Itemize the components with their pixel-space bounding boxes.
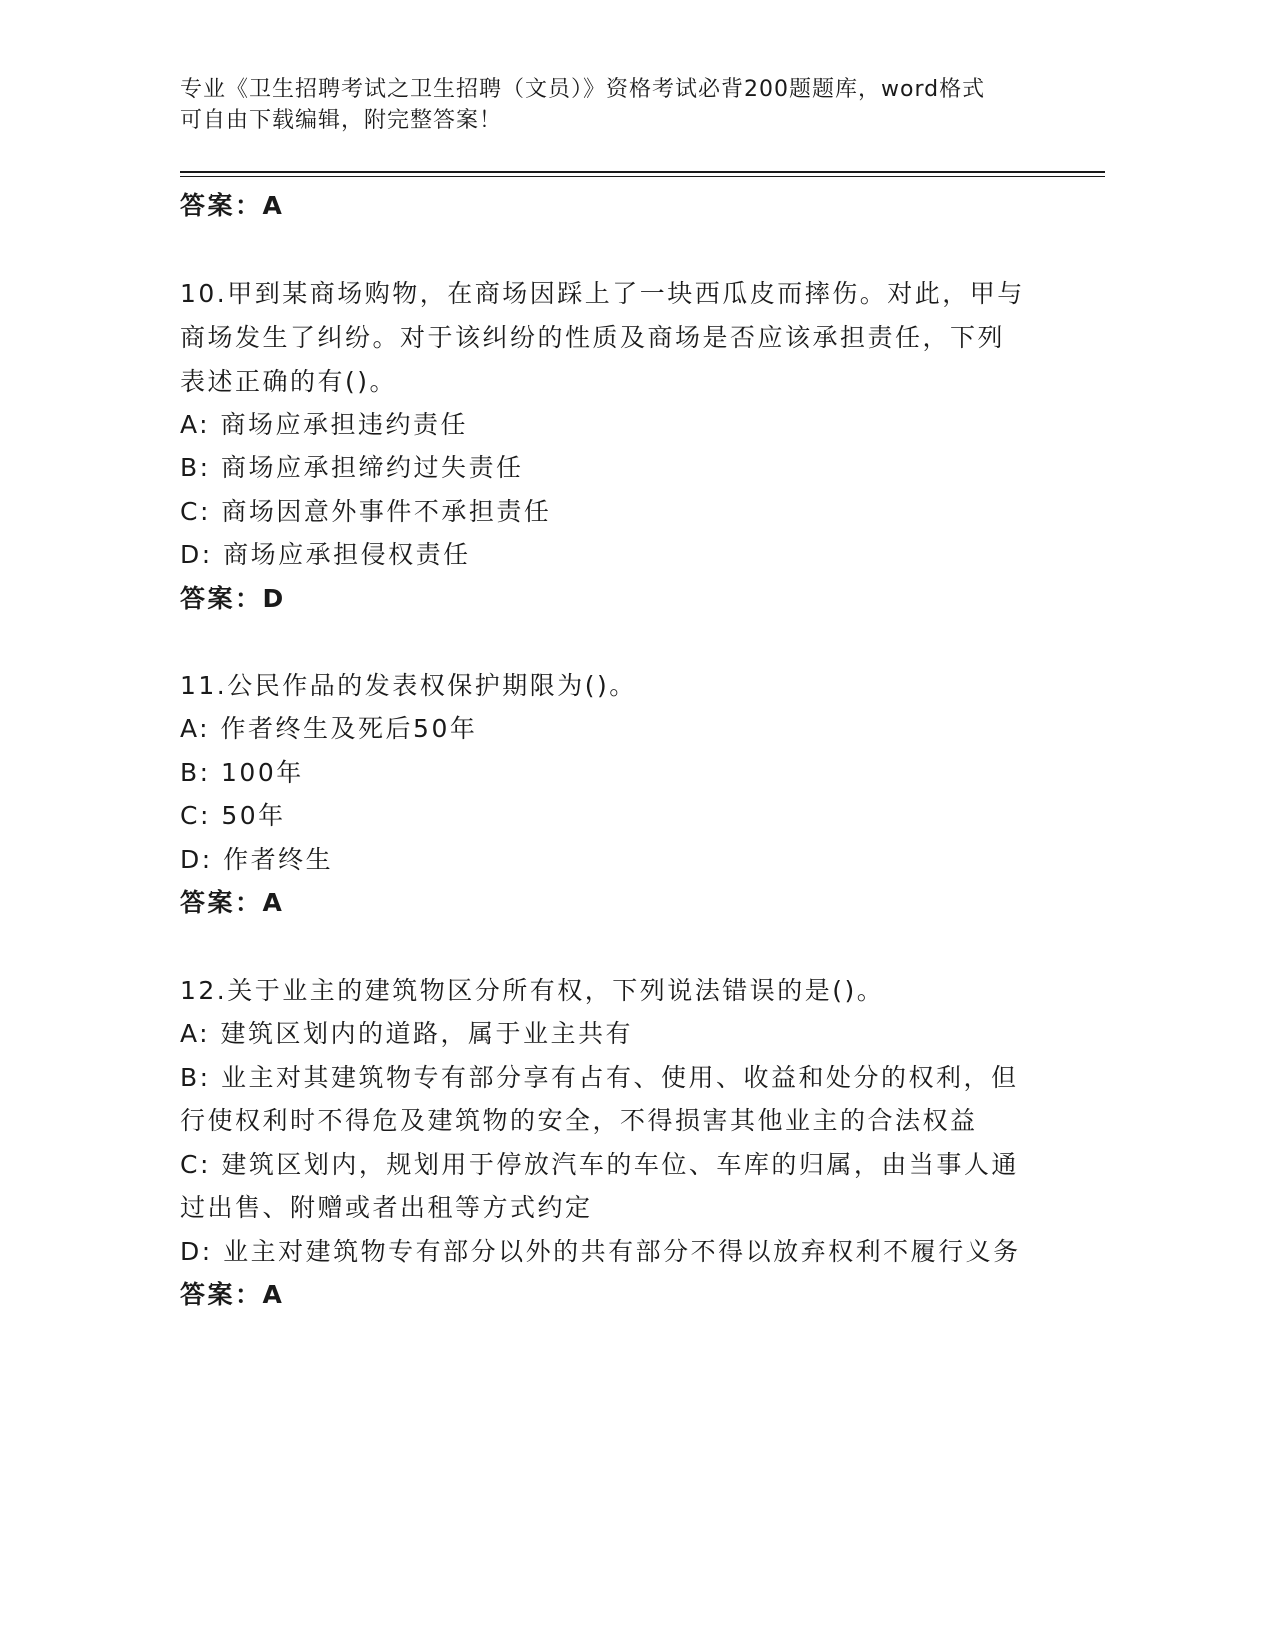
q11-answer: 答案：A <box>180 888 285 917</box>
q12-option-c-line-2: 过出售、附赠或者出租等方式约定 <box>180 1193 593 1222</box>
q11-option-b: B: 100年 <box>180 758 304 787</box>
q10-stem-line-2: 商场发生了纠纷。对于该纠纷的性质及商场是否应该承担责任，下列 <box>180 323 1006 352</box>
q11-option-c: C: 50年 <box>180 801 286 830</box>
header-divider-thin <box>180 176 1105 177</box>
q12-option-d: D: 业主对建筑物专有部分以外的共有部分不得以放弃权利不履行义务 <box>180 1237 1021 1266</box>
q12-answer: 答案：A <box>180 1280 285 1309</box>
q11-stem: 11.公民作品的发表权保护期限为()。 <box>180 671 637 700</box>
q10-option-b: B: 商场应承担缔约过失责任 <box>180 453 524 482</box>
q12-option-b-line-2: 行使权利时不得危及建筑物的安全，不得损害其他业主的合法权益 <box>180 1106 978 1135</box>
page-header <box>180 74 1030 136</box>
q10-stem-line-1: 10.甲到某商场购物，在商场因踩上了一块西瓜皮而摔伤。对此，甲与 <box>180 279 1025 308</box>
q10-answer: 答案：D <box>180 584 286 613</box>
header-line-1: 专业《卫生招聘考试之卫生招聘（文员）》资格考试必背200题题库，word格式 <box>180 77 986 102</box>
header-line-2: 可自由下载编辑，附完整答案！ <box>180 108 503 133</box>
header-divider-thick <box>180 171 1105 173</box>
q11-option-d: D: 作者终生 <box>180 845 334 874</box>
q10-option-a: A: 商场应承担违约责任 <box>180 410 469 439</box>
q12-option-b-line-1: B: 业主对其建筑物专有部分享有占有、使用、收益和处分的权利，但 <box>180 1063 1019 1092</box>
q12-option-c-line-1: C: 建筑区划内，规划用于停放汽车的车位、车库的归属，由当事人通 <box>180 1150 1019 1179</box>
q12-option-a: A: 建筑区划内的道路，属于业主共有 <box>180 1019 634 1048</box>
q11-option-a: A: 作者终生及死后50年 <box>180 714 478 743</box>
previous-answer: 答案：A <box>180 191 285 220</box>
q12-stem: 12.关于业主的建筑物区分所有权，下列说法错误的是()。 <box>180 976 885 1005</box>
q10-stem-line-3: 表述正确的有()。 <box>180 367 398 396</box>
q10-option-d: D: 商场应承担侵权责任 <box>180 540 471 569</box>
q10-option-c: C: 商场因意外事件不承担责任 <box>180 497 552 526</box>
